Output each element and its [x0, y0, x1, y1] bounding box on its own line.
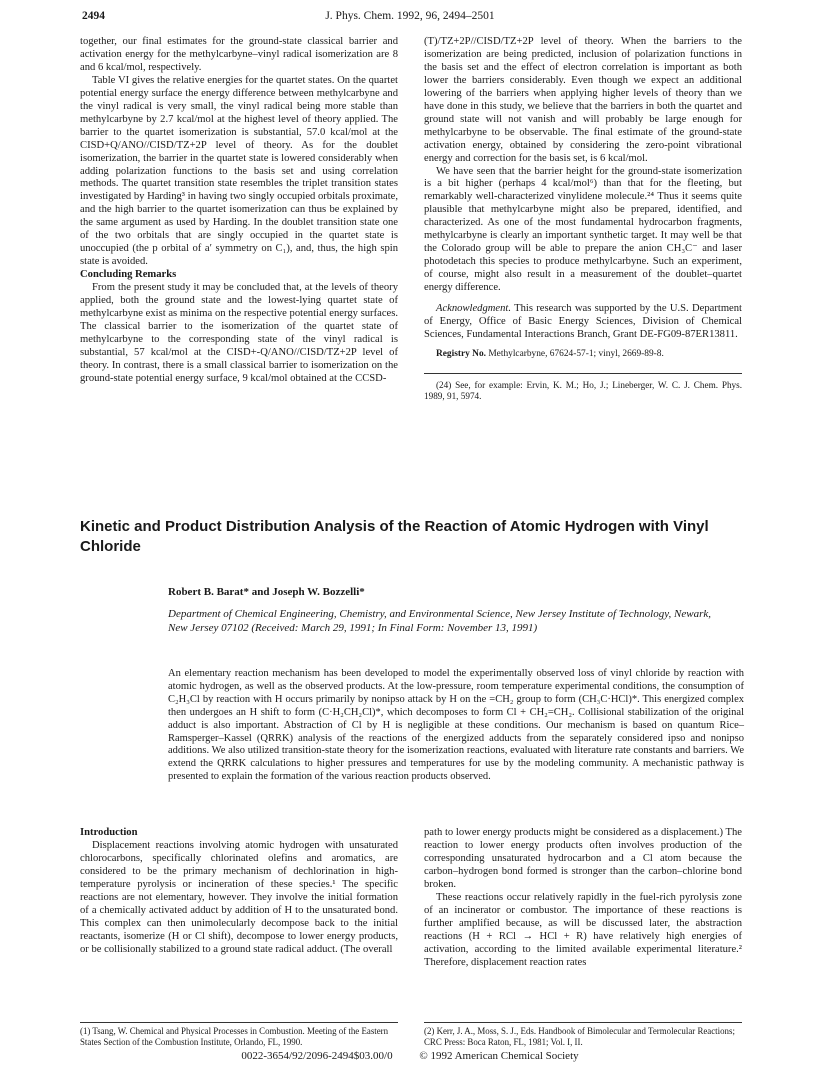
paragraph: Table VI gives the relative energies for the quartet states. On the quartet potential energy surface the energy difference between methylcarbyne and the vinyl radical is very small, the vinyl radical being more stable than methylcarbyne by 2.7 kcal/mol at the highest level of theory applied. The barrier to the quartet isomerization is substantial, 57.0 kcal/mol at the CISD+Q/ANO//CISD/TZ+2P level of theory. As for the doublet isomerization, the barrier in the quartet state is lowered considerably when adding polarization functions to the basis set and using correlation methods. The quartet transition state resembles the triplet transition states investigated by Harding³ in having two singly occupied orbitals proximate, and the high barrier to the quartet isomerization can thus be explained by the same argument as used by Harding. In the doublet transition state one of the two orbitals that are singly occupied in the quartet state is unoccupied (the p orbital of a′ symmetry on C₁), and, thus, the high spin state is avoided.: [80, 74, 398, 268]
page-number: 2494: [82, 10, 105, 22]
ack-text: This research was supported by the U.S. Department of Energy, Office of Basic Energy Sciences, Division of Chemical Sciences, Fundamental Interactions Branch, Grant DE-FG09-87ER13811.: [424, 303, 742, 340]
paragraph: From the present study it may be concluded that, at the levels of theory applied, both the ground state and the lowest-lying quartet state of methylcarbyne exist as minima on the respective potential energy surfaces. The classical barrier to the isomerization of the quartet state of methylcarbyne to the corresponding state of the vinyl radical is substantial, 57 kcal/mol at the CISD+-Q/ANO//CISD/TZ+2P level of theory. In contrast, there is a small classical barrier to isomerization on the ground-state potential energy surface, 9 kcal/mol obtained at the CCSD-: [80, 282, 398, 384]
article-title: Kinetic and Product Distribution Analysis of the Reaction of Atomic Hydrogen with Vinyl Chloride: [80, 518, 709, 555]
article-authors: Robert B. Barat* and Joseph W. Bozzelli*: [168, 586, 365, 598]
footnote-divider: [80, 1022, 398, 1023]
paragraph: together, our final estimates for the ground-state classical barrier and activation energy for the methylcarbyne–vinyl radical isomerization are 8 and 6 kcal/mol, respectively.: [80, 36, 398, 73]
prev-article-right-column: [424, 36, 742, 402]
footnote-divider: [424, 1022, 742, 1023]
price-code: 0022-3654/92/2096-2494$03.00/0: [241, 1050, 393, 1062]
acknowledgment: [424, 303, 742, 342]
ack-label: Acknowledgment.: [436, 303, 512, 315]
section-heading-introduction: Introduction: [80, 827, 138, 838]
footnote-2: (2) Kerr, J. A., Moss, S. J., Eds. Handbook of Bimolecular and Termolecular Reactions; CRC Press: Boca Raton, FL, 1981; Vol. I, II.: [424, 1026, 735, 1047]
registry-text: Methylcarbyne, 67624-57-1; vinyl, 2669-89-8.: [486, 348, 664, 359]
paragraph: path to lower energy products might be considered as a displacement.) The reaction to lower energy products often involves production of the corresponding unsaturated hydrocarbon and a Cl atom because the carbon–hydrogen bond formed is stronger than the carbon–chlorine bond broken.: [424, 827, 742, 890]
registry-numbers: [424, 348, 742, 361]
footnote-24: (24) See, for example: Ervin, K. M.; Ho, J.; Lineberger, W. C. J. Chem. Phys. 1989, 91, 5974.: [424, 379, 742, 401]
prev-article-left-column: [80, 36, 398, 386]
copyright: © 1992 American Chemical Society: [419, 1050, 579, 1062]
paragraph: These reactions occur relatively rapidly in the fuel-rich pyrolysis zone of an incinerator or combustor. The importance of these reactions is further amplified because, as will be discussed later, the abstraction reactions (H + RCl → HCl + R) have relatively high energies of activation, according to the limited available experimental literature.² Therefore, displacement reaction rates: [424, 891, 742, 968]
section-heading-concluding: Concluding Remarks: [80, 269, 177, 281]
paragraph: We have seen that the barrier height for the ground-state isomerization is a bit higher (perhaps 4 kcal/mol⁶) than that for the fleeting, but remarkably well-characterized vinylidene molecule.²⁴ Thus it seems quite plausible that methylcarbyne might also be prepared, identified, and characterized. As one of the most fundamental hydrocarbon fragments, methylcarbyne is clearly an important synthetic target. It may well be that the Colorado group will be able to prepare the anion CH₃C⁻ and laser photodetach this species to produce methylcarbyne. Such an experiment, of course, might also result in a measurement of the doublet–quartet energy difference.: [424, 165, 742, 294]
introduction-right-column: [424, 827, 742, 969]
article-affiliation: Department of Chemical Engineering, Chemistry, and Environmental Science, New Jersey Institute of Technology, Newark, New Jersey 07102 (Received: March 29, 1991; In Final Form: November 13, 1991): [168, 608, 711, 634]
footnote-1: (1) Tsang, W. Chemical and Physical Processes in Combustion. Meeting of the Eastern States Section of the Combustion Institute, Orlando, FL, 1990.: [80, 1026, 389, 1047]
paragraph: (T)/TZ+2P//CISD/TZ+2P level of theory. When the barriers to the isomerization are being predicted, inclusion of polarization functions in the basis set and the effect of electron correlation is important as both lower the barriers considerably. Even though we expect an additional lowering of the barriers when applying higher levels of theory than we have done in this study, we believe that the barriers in both the quartet and ground state will not vanish and will probably be large enough for methylcarbyne to be observable. The final estimate of the ground-state activation energy, obtained by considering the zero-point vibrational energy and correction for the basis set, is 6 kcal/mol.: [424, 36, 742, 164]
paragraph: Displacement reactions involving atomic hydrogen with unsaturated chlorocarbons, specifically chlorinated olefins and aromatics, are considered to be the primary mechanism of dechlorination in high-temperature pyrolysis or incineration of these species.¹ The specific reactions are not elementary, however. They involve the initial formation of a chemically activated adduct by addition of H to the unsaturated bond. This complex can then unimolecularly decompose back to the initial reactants, isomerize (H or Cl shift), decompose to lower energy products, or be collisionally stabilized to a ground state radical adduct. (The overall: [80, 839, 398, 955]
registry-label: Registry No.: [436, 348, 486, 359]
article-abstract: An elementary reaction mechanism has been developed to model the experimentally observed loss of vinyl chloride by reaction with atomic hydrogen, as well as the observed products. At the low-pressure, room temperature experimental conditions, the consumption of C₂H₃Cl by reaction with H occurs primarily by nonipso attack by H on the =CH₂ group to form (CH₃C·HCl)*. This energized complex then undergoes an H shift to form (C·H₂CH₂Cl)*, which decomposes to form Cl + CH₂=CH₂. Collisional stabilization of the original adduct is also important. Abstraction of Cl by H is negligible at these conditions. Our mechanism is based on quantum Rice–Ramsperger–Kassel (QRRK) analysis of the reactions of the energized adducts from the separately considered ipso and nonipso additions. We also utilized transition-state theory for the isomerization reactions, evaluated with literature rate constants and barriers. We extend the QRRK calculations to higher pressures and temperatures for use by the modeling community. A mechanistic pathway is presented to explain the formation of the various reaction products observed.: [168, 668, 744, 783]
journal-header: J. Phys. Chem. 1992, 96, 2494–2501: [325, 10, 495, 22]
footnote-divider: [424, 373, 742, 374]
page-footer: [0, 1050, 820, 1062]
introduction-left-column: [80, 827, 398, 957]
